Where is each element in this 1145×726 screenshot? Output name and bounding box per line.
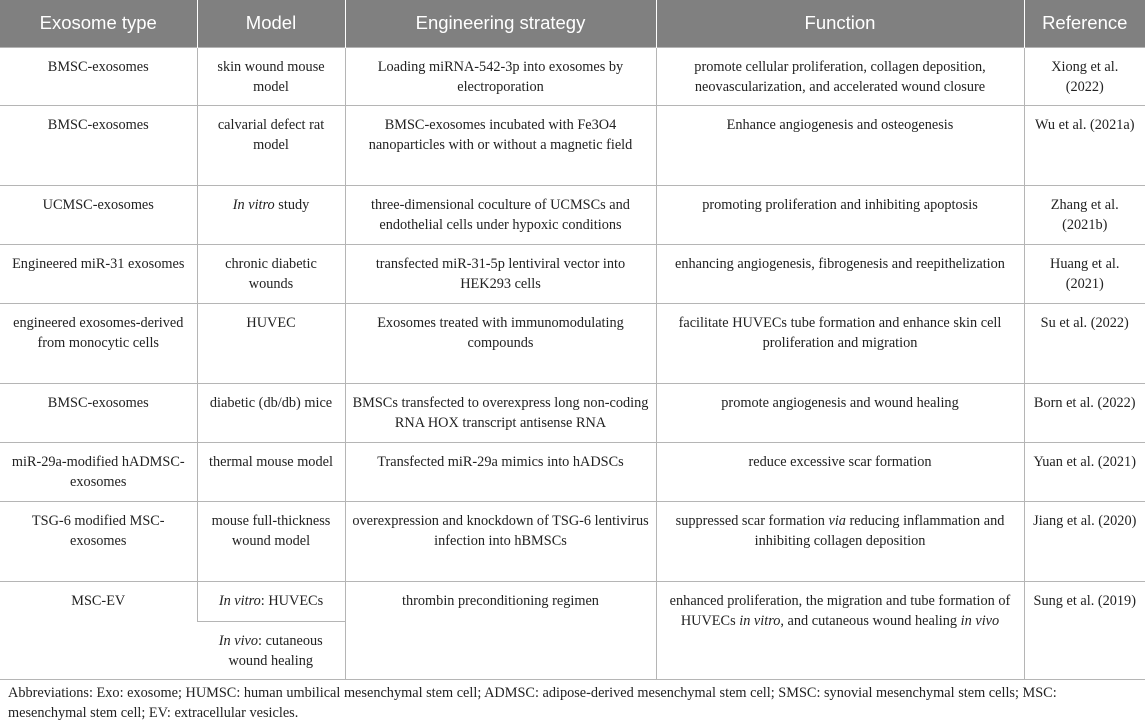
- cell-exosome-type: BMSC-exosomes: [0, 383, 197, 442]
- cell-function: Enhance angiogenesis and osteogenesis: [656, 105, 1024, 185]
- italic-text: via: [828, 512, 846, 529]
- cell-exosome-type: Engineered miR-31 exosomes: [0, 244, 197, 303]
- cell-strategy: Transfected miR-29a mimics into hADSCs: [345, 442, 656, 501]
- cell-exosome-type: UCMSC-exosomes: [0, 185, 197, 244]
- cell-exosome-type: TSG-6 modified MSC-exosomes: [0, 501, 197, 581]
- cell-model: HUVEC: [197, 303, 345, 383]
- cell-reference: Born et al. (2022): [1024, 383, 1145, 442]
- cell-model: skin wound mouse model: [197, 47, 345, 105]
- function-text: enhanced proliferation, the migration and tube formation of HUVECs: [669, 592, 1011, 629]
- cell-function: reduce excessive scar formation: [656, 442, 1024, 501]
- table-row: [0, 244, 1145, 303]
- cell-exosome-type: BMSC-exosomes: [0, 47, 197, 105]
- cell-reference: Sung et al. (2019): [1024, 581, 1145, 679]
- table-row: [0, 442, 1145, 501]
- cell-strategy: thrombin preconditioning regimen: [345, 581, 656, 679]
- model-text: study: [274, 196, 310, 213]
- cell-function: facilitate HUVECs tube formation and enhance skin cell proliferation and migration: [656, 303, 1024, 383]
- cell-strategy: transfected miR-31-5p lentiviral vector into HEK293 cells: [345, 244, 656, 303]
- italic-text: in vivo: [960, 612, 1000, 629]
- table-footnote: Abbreviations: Exo: exosome; HUMSC: human umbilical mesenchymal stem cell; ADMSC: adipose-derived mesenchymal stem cell; SMSC: synovial mesenchymal stem cells; MSC: mesenchymal stem cell; EV: extracellular vesicles.: [8, 685, 1057, 721]
- cell-reference: Yuan et al. (2021): [1024, 442, 1145, 501]
- cell-reference: Huang et al. (2021): [1024, 244, 1145, 303]
- header-reference: Reference: [1024, 0, 1145, 47]
- header-model: Model: [197, 0, 345, 47]
- cell-exosome-type: MSC-EV: [0, 581, 197, 679]
- table-row: [0, 185, 1145, 244]
- cell-strategy: three-dimensional coculture of UCMSCs and endothelial cells under hypoxic conditions: [345, 185, 656, 244]
- cell-reference: Zhang et al. (2021b): [1024, 185, 1145, 244]
- cell-function: [656, 581, 1024, 679]
- model-text: : HUVECs: [260, 592, 324, 609]
- function-text: , and cutaneous wound healing: [780, 612, 961, 629]
- cell-exosome-type: BMSC-exosomes: [0, 105, 197, 185]
- cell-strategy: Loading miRNA-542-3p into exosomes by electroporation: [345, 47, 656, 105]
- cell-model: thermal mouse model: [197, 442, 345, 501]
- cell-reference: Wu et al. (2021a): [1024, 105, 1145, 185]
- cell-function: [656, 501, 1024, 581]
- table-row: [0, 383, 1145, 442]
- cell-exosome-type: miR-29a-modified hADMSC-exosomes: [0, 442, 197, 501]
- cell-function: promoting proliferation and inhibiting apoptosis: [656, 185, 1024, 244]
- cell-model: [197, 621, 345, 679]
- cell-strategy: Exosomes treated with immunomodulating compounds: [345, 303, 656, 383]
- table-row: [0, 501, 1145, 581]
- header-engineering-strategy: Engineering strategy: [345, 0, 656, 47]
- cell-strategy: overexpression and knockdown of TSG-6 lentivirus infection into hBMSCs: [345, 501, 656, 581]
- cell-function: enhancing angiogenesis, fibrogenesis and reepithelization: [656, 244, 1024, 303]
- cell-model: calvarial defect rat model: [197, 105, 345, 185]
- table-row: [0, 105, 1145, 185]
- italic-text: In vitro: [218, 592, 261, 609]
- function-text: reducing inflammation and inhibiting collagen deposition: [754, 512, 1005, 549]
- function-text: suppressed scar formation: [675, 512, 829, 529]
- table-header-row: [0, 0, 1145, 47]
- cell-function: promote cellular proliferation, collagen deposition, neovascularization, and accelerated wound closure: [656, 47, 1024, 105]
- cell-strategy: BMSCs transfected to overexpress long non-coding RNA HOX transcript antisense RNA: [345, 383, 656, 442]
- italic-text: in vitro: [739, 612, 781, 629]
- italic-text: In vitro: [232, 196, 275, 213]
- cell-model: [197, 581, 345, 621]
- cell-reference: Su et al. (2022): [1024, 303, 1145, 383]
- cell-model: chronic diabetic wounds: [197, 244, 345, 303]
- cell-model: mouse full-thickness wound model: [197, 501, 345, 581]
- model-text: : cutaneous wound healing: [228, 632, 323, 669]
- cell-model: diabetic (db/db) mice: [197, 383, 345, 442]
- cell-reference: Jiang et al. (2020): [1024, 501, 1145, 581]
- cell-model: [197, 185, 345, 244]
- table-row: [0, 581, 1145, 621]
- table-row: [0, 303, 1145, 383]
- cell-reference: Xiong et al. (2022): [1024, 47, 1145, 105]
- cell-exosome-type: engineered exosomes-derived from monocytic cells: [0, 303, 197, 383]
- header-exosome-type: Exosome type: [0, 0, 197, 47]
- table-row: [0, 47, 1145, 105]
- italic-text: In vivo: [218, 632, 259, 649]
- cell-function: promote angiogenesis and wound healing: [656, 383, 1024, 442]
- cell-strategy: BMSC-exosomes incubated with Fe3O4 nanoparticles with or without a magnetic field: [345, 105, 656, 185]
- header-function: Function: [656, 0, 1024, 47]
